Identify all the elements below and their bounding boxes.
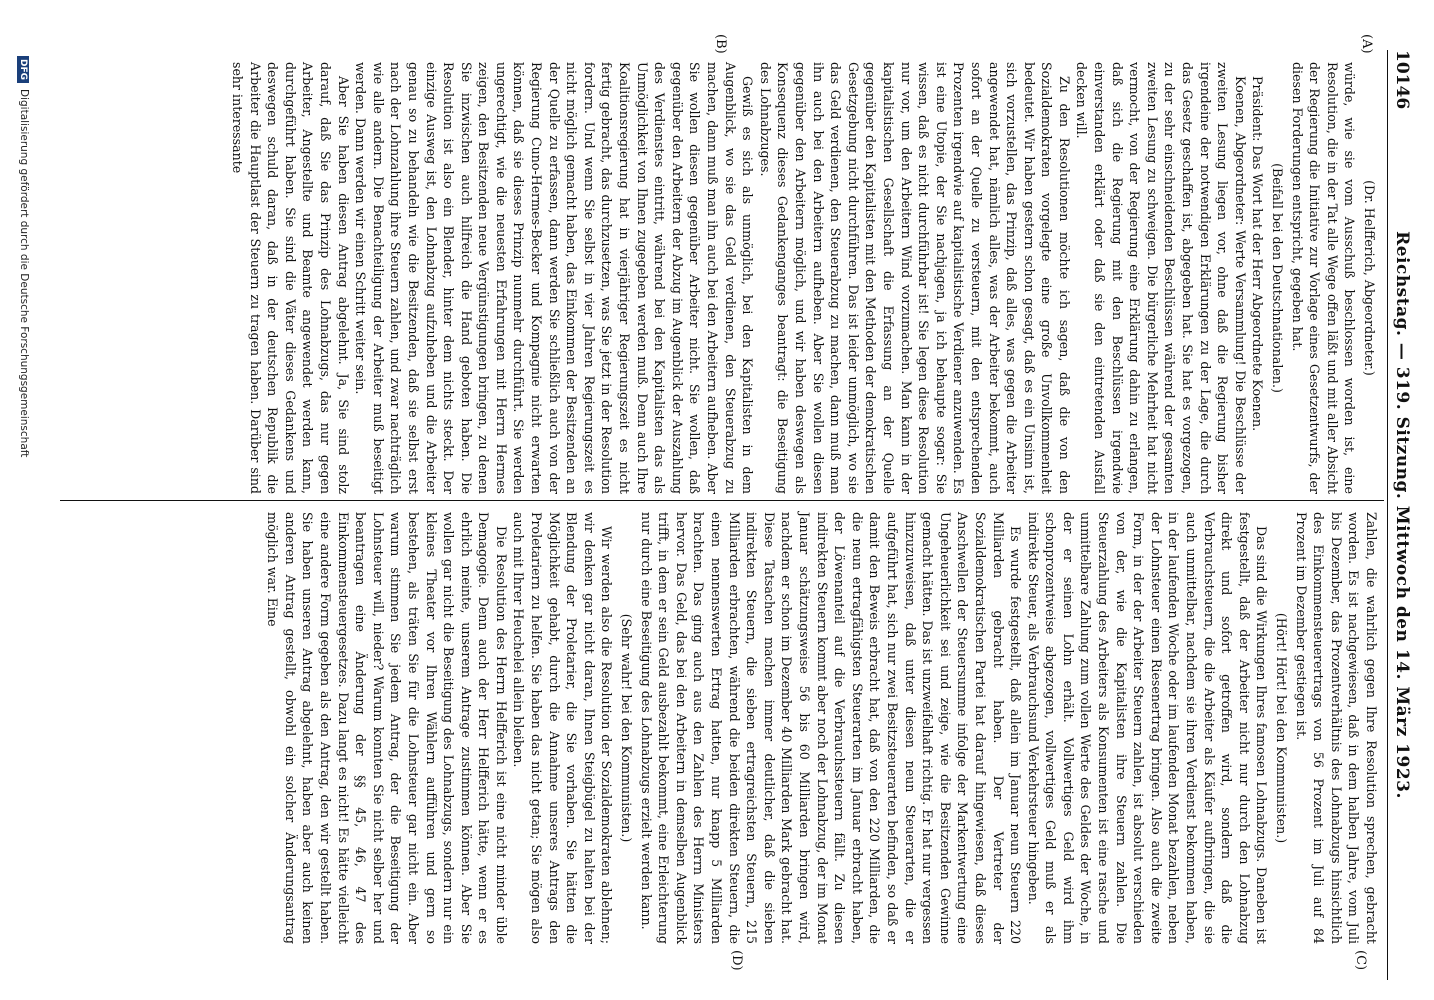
paragraph: Wir werden also die Resolution der Sozialdemokraten ablehnen; wir denken gar nicht daran, Ihnen Steigbügel zu halten bei der Blendung der Proletarier, die Sie vorhaben. Sie hätten die Möglichkeit gehabt, durch die Annahme unseres Antrags den Proletariern zu helfen. Sie haben das nicht getan; Sie mögen also auch mit Ihrer Heuchelei allein bleiben. (511, 512, 615, 944)
page-header (1388, 50, 1414, 980)
footer-credit (17, 0, 30, 1000)
paragraph: würde, wie sie vom Ausschuß beschlossen worden ist, eine Resolution, die in der Tat alle Wege offen läßt und mit aller Absicht der Regierung die Initiative zur Vorlage eines Gesetzentwurfs, der diesen Forderungen entspricht, gegeben hat. (1289, 62, 1358, 494)
running-title: Reichstag. — 319. Sitzung. Mittwoch den 14. März 1923. (1392, 231, 1412, 799)
paragraph: Die Resolution des Herrn Helfferich ist eine nicht minder üble Demagogie. Denn auch der Herr Helfferich hätte, wenn er es ehrlich meinte, unserem Antrage zustimmen können. Aber Sie wollen gar nicht die Beseitigung des Lohnabzugs, sondern nur ein kleines Theater vor Ihren Wählern aufführen und gern so bestehen, als träten Sie für die Lohnsteuer gar nicht ein. Aber warum stimmen Sie jedem Antrag, der die Beseitigung der Lohnsteuer will, nieder? Warum konnten Sie nicht selber her und beantragen eine Änderung der §§ 45, 46, 47 des Einkommensteuergesetzes. Dazu langt es nicht! Es hätte vielleicht eine andere Form gegeben als den Antrag, den wir gestellt haben. Sie haben unseren Antrag abgelehnt, haben aber auch keinen anderen Antrag gestellt, obwohl ein solcher Änderungsantrag möglich war. Eine (265, 512, 509, 944)
column-divider (60, 500, 1384, 501)
paragraph: Aber Sie haben diesen Antrag abgelehnt. Ja, Sie sind stolz darauf, daß Sie das Prinzip des Lohnabzugs, das nur gegen Arbeiter, Angestellte und Beamte angewendet werden kann, durchgeführt haben. Sie sind die Väter dieses Gedankens und deswegen schuld daran, daß in der deutschen Republik die Arbeiter die Hauptlast der Steuern zu tragen haben. Darüber sind sehr interessante (230, 62, 351, 494)
page-number: 10146 (1392, 50, 1412, 110)
paragraph: (Dr. Helfferich, Abgeordneter.) (1362, 180, 1377, 376)
margin-marker-a: (A) (1359, 34, 1374, 54)
paragraph: Zahlen, die wahrlich gegen Ihre Resolution sprechen, gebracht worden. Es ist nachgewiesen, daß in dem halben Jahre, vom Juli bis Dezember, das Prozentverhältnis des Lohnabzugs hinsichtlich des Einkommensteuerertrags von 56 Prozent im Juli auf 84 Prozent im Dezember gestiegen ist. (1293, 512, 1379, 944)
paragraph: Gewiß es sich als unmöglich, bei den Kapitalisten in dem Augenblick, wo sie das Geld verdienen, den Steuerabzug zu machen, dann muß man ihn auch bei den Arbeitern aufheben. Aber Sie wollen diesen gegenüber Arbeiter nicht. Sie wollen, daß gegenüber den Arbeitern der Abzug im Augenblick der Auszahlung des Verdienstes eintritt, während bei den Kapitalisten das als Unmöglichkeit von Ihnen zugegeben werden muß. Denn auch Ihre Koalitionsregierung hat in vierjähriger Regierungszeit es nicht fertig gebracht, das durchzusetzen, was Sie jetzt in der Resolution fordern. Und wenn Sie selbst in vier Jahren Regierungszeit es nicht möglich gemacht haben, das Einkommen der Besitzenden an der Quelle zu erfassen, dann werden Sie schließlich auch von der Regierung Cuno-Hermes-Becker und Kompagnie nicht erwarten können, daß sie dieses Prinzip nunmehr durchführt. Sie werden ungerechtigt, wie die neuesten Erfahrungen mit Herrn Hermes zeigen, den Besitzenden neue Vergünstigungen bringen, zu denen Sie inzwischen auch hilfreich die Hand geboten haben. Die Resolution ist also ein Blender, hinter dem nichts steckt. Der einzige Ausweg ist, den Lohnabzug aufzuheben und die Arbeiter genau so zu behandeln wie die Besitzenden, daß sie selbst erst nach der Lohnzahlung ihre Steuern zahlen, und zwar nachträglich wie alle andern. Die Benachteiligung der Arbeiter muß beseitigt werden. Dann werden wir einen Schritt weiter sein. (353, 62, 756, 494)
paragraph: (Sehr wahr! bei den Kommunisten.) (619, 613, 635, 843)
paragraph: Koenen, Abgeordneter: Werte Versammlung! Die Beschlüsse der zweiten Lesung liegen vor, ohne daß die Regierung bisher irgendeine der notwendigen Erklärungen zu der Lage, die durch das Gesetz geschaffen ist, abgegeben hat. Sie hat es vorgezogen, zu der sehr einschneidenden Beschlüssen während der gesamten zweiten Lesung zu schweigen. Die bürgerliche Mehrheit hat nicht vermocht, von der Regierung eine Erklärung dahin zu erlangen, daß sich die Regierung mit den Beschlüssen irgendwie einverstanden erklärt oder daß sie den eintretenden Ausfall decken will. (1074, 62, 1248, 494)
paragraph: Präsident: Das Wort hat der Herr Abgeordnete Koenen. (1250, 76, 1266, 432)
paragraph: Es wurde festgestellt, daß allein im Januar neun Steuern 220 Milliarden gebracht haben. Der Vertreter der Sozialdemokratischen Partei hat darauf hingewiesen, daß dieses Anschwellen der Steuersumme infolge der Markentwertung eine Ungeheuerlichkeit sei und zeige, wie die Besitzenden Gewinne gemacht hätten. Das ist unzweifelhaft richtig. Er hat nur vergessen hinzuzuweisen, daß unter diesen neun Steuerarten, die er aufgeführt hat, sich nur zwei Besitzsteuerarten befinden, so daß er damit den Beweis erbracht hat, daß von den 220 Milliarden, die die neun ertragfähigsten Steuerarten im Januar erbracht haben, der Löwenanteil auf die Verbrauchssteuern fällt. Zu diesen indirekten Steuern kommt aber noch der Lohnabzug, der im Monat Januar schätzungsweise 56 bis 60 Milliarden bringen wird, nachdem er schon im Dezember 40 Milliarden Mark gebracht hat. Diese Tatsachen machen immer deutlicher, daß die sieben indirekten Steuern, die sieben ertragreichsten Steuern, 215 Milliarden erbrachten, während die beiden direkten Steuern, die einen nennenswerten Ertrag hatten, nur knapp 5 Milliarden brachten. Das ging auch aus den Zahlen des Herrn Ministers hervor. Das Geld, das bei den Arbeitern in demselben Augenblick trifft, in dem er sein Geld ausbezahlt bekommt, eine Erleichterung nur durch eine Beseitigung des Lohnabzugs erzielt werden kann. (638, 512, 1024, 944)
paragraph: (Beifall bei den Deutschnationalen.) (1270, 163, 1286, 393)
margin-marker-b: (B) (713, 34, 728, 54)
margin-marker-c: (C) (1353, 950, 1368, 971)
margin-marker-d: (D) (729, 950, 744, 971)
header-rule (1387, 50, 1388, 980)
footer-text: Digitalisierung gefördert durch die Deutsche Forschungsgemeinschaft (18, 89, 30, 458)
left-column (228, 62, 1380, 494)
right-column (264, 512, 1380, 944)
paragraph: (Hört! Hört! bei den Kommunisten.) (1274, 612, 1290, 844)
paragraph: Zu den Resolutionen möchte ich sagen, daß die von den Sozialdemokraten vorgelegte eine große Unvollkommenheit bedeutet. Wir haben gestern schon gesagt, daß es ein Unsinn ist, sich vorzustellen, das Prinzip, daß alles, was gegen die Arbeiter angewendet hat, nämlich alles, was der Arbeiter bekommt, auch sofort an der Quelle zu versteuern, mit den entsprechenden Prozenten irgendwie auf kapitalistische Verdiener anzuwenden. Es ist eine Utopie, der Sie nachjagen, ja ich behaupte sogar: Sie wissen, daß es nicht durchführbar ist! Sie legen diese Resolution nur vor, um den Arbeitern Wind vorzumachen. Man kann in der kapitalistischen Gesellschaft die Erfassung an der Quelle gegenüber den Kapitalisten mit den Methoden der demokratischen Gesetzgebung nicht durchführen. Das ist leider unmöglich, wo sie das Geld verdienen, den Steuerabzug zu machen, dann muß man ihn auch bei den Arbeitern aufheben. Aber Sie wollen diesen gegenüber den Arbeitern möglich, und wir haben deswegen als Konsequenz dieses Gedankenganges beantragt: die Beseitigung des Lohnabzuges. (757, 62, 1072, 494)
dfg-logo: DFG (17, 56, 29, 83)
paragraph: Das sind die Wirkungen Ihres famosen Lohnabzugs. Daneben ist festgestellt, daß der Arbeiter nicht nur durch den Lohnabzug direkt und sofort getroffen wird, sondern daß die Verbrauchsteuern, die die Arbeiter als Käufer aufbringen, die sie auch unmittelbar, nachdem sie ihren Verdienst bekommen haben, in der laufenden Woche oder im laufenden Monat bezahlen, neben der Lohnsteuer einen Riesenertrag bringen. Also auch die zweite Form, in der der Arbeiter Steuern zahlen, ist absolut verschieden von der, wie die Kapitalisten ihre Steuern zahlen. Die Steuerzahlung des Arbeiters als Konsumenten ist eine rasche und unmittelbare Zahlung zum vollen Werte des Geldes der Woche, in der er seinen Lohn erhält. Vollwertiges Geld wird ihm schonprozentweise abgezogen, vollwertiges Geld muß er als indirekte Steuer, als Verbrauchsund Verkehrsteuer hingeben. (1025, 512, 1270, 944)
